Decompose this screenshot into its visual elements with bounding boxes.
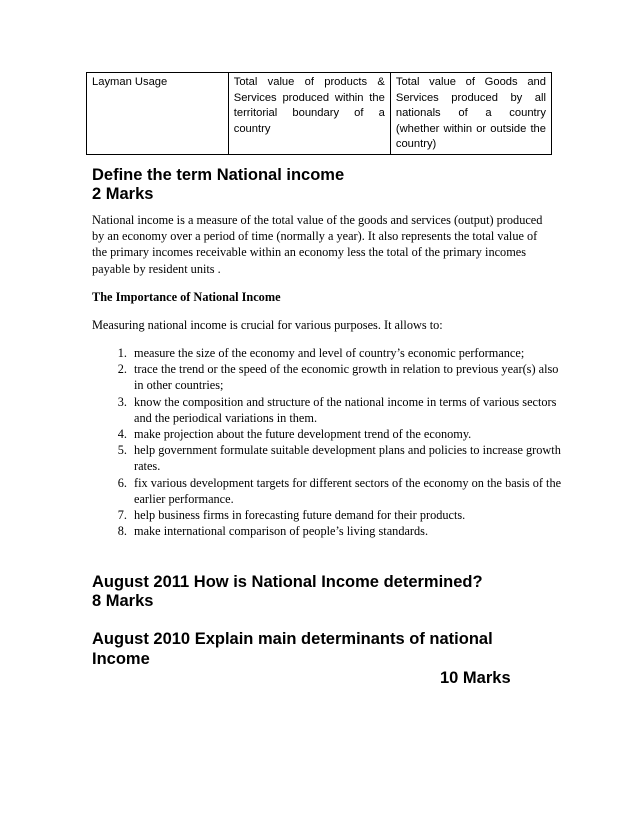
table-cell-label: Layman Usage xyxy=(87,73,229,155)
comparison-table xyxy=(86,72,552,155)
table-cell-national: Total value of Goods and Services produced by all nationals of a country (whether within or outside the country) xyxy=(390,73,551,155)
question-2010-marks: 10 Marks xyxy=(440,669,511,687)
list-item: 8. make international comparison of people’s living standards. xyxy=(130,523,570,539)
importance-list xyxy=(92,345,570,539)
importance-heading: The Importance of National Income xyxy=(92,290,281,304)
list-item: 6. fix various development targets for different sectors of the economy on the basis of the earlier performance. xyxy=(130,475,570,507)
list-item: 3. know the composition and structure of the national income in terms of various sectors and the periodical variations in them. xyxy=(130,394,570,426)
table-cell-territorial: Total value of products & Services produced within the territorial boundary of a country xyxy=(228,73,390,155)
question-2011-marks: 8 Marks xyxy=(92,592,154,610)
national-income-definition: National income is a measure of the total value of the goods and services (output) produced by an economy over a period of time (normally a year). It also represents the total value of the primary incomes receivable within an economy less the total of the primary incomes payable by resident units . xyxy=(92,213,543,276)
table-row xyxy=(87,73,552,155)
list-item: 1. measure the size of the economy and level of country’s economic performance; xyxy=(130,345,570,361)
list-item: 5. help government formulate suitable development plans and policies to increase growth rates. xyxy=(130,442,570,474)
list-item: 7. help business firms in forecasting future demand for their products. xyxy=(130,507,570,523)
list-item: 4. make projection about the future development trend of the economy. xyxy=(130,426,570,442)
question-2010-title-line1: August 2010 Explain main determinants of national xyxy=(92,630,493,648)
list-item: 2. trace the trend or the speed of the economic growth in relation to previous year(s) also in other countries; xyxy=(130,361,570,393)
section-marks-define: 2 Marks xyxy=(92,185,154,203)
question-2010-title-line2: Income xyxy=(92,650,150,668)
question-2011-title: August 2011 How is National Income determined? xyxy=(92,573,483,591)
section-title-define: Define the term National income xyxy=(92,166,345,184)
importance-intro: Measuring national income is crucial for various purposes. It allows to: xyxy=(92,318,443,332)
